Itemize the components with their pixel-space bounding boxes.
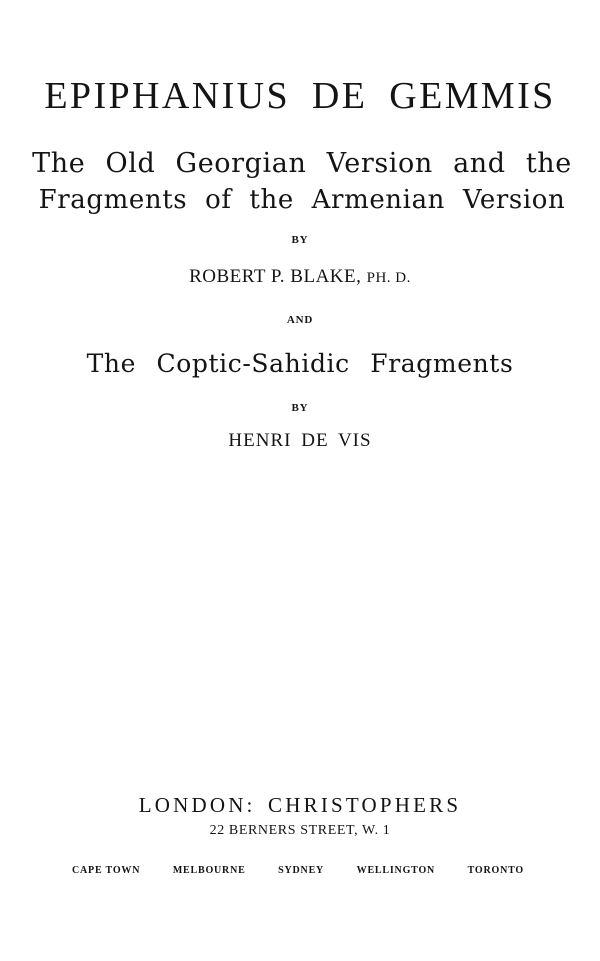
publisher-imprint: LONDON: CHRISTOPHERS <box>138 793 462 817</box>
author-2: HENRI DE VIS <box>228 430 372 451</box>
by-label-1: BY <box>291 234 309 246</box>
and-label: AND <box>286 314 314 326</box>
city-item: CAPE TOWN <box>72 865 141 876</box>
by-label-2: BY <box>291 402 309 414</box>
author-1-degree: PH. D. <box>366 270 411 286</box>
city-list <box>72 865 524 876</box>
author-1-name: ROBERT P. BLAKE, <box>189 266 362 287</box>
author-1 <box>0 266 600 288</box>
book-title: EPIPHANIUS DE GEMMIS <box>44 75 556 117</box>
subtitle-line-2: Fragments of the Armenian Version <box>38 185 566 215</box>
city-item: TORONTO <box>467 865 524 876</box>
subtitle-line-1: The Old Georgian Version and the <box>32 148 572 179</box>
subtitle-line-3: The Coptic-Sahidic Fragments <box>86 349 514 378</box>
city-item: MELBOURNE <box>172 865 246 876</box>
publisher-address: 22 BERNERS STREET, W. 1 <box>209 823 391 838</box>
city-item: SYDNEY <box>278 865 325 876</box>
city-item: WELLINGTON <box>356 865 436 876</box>
